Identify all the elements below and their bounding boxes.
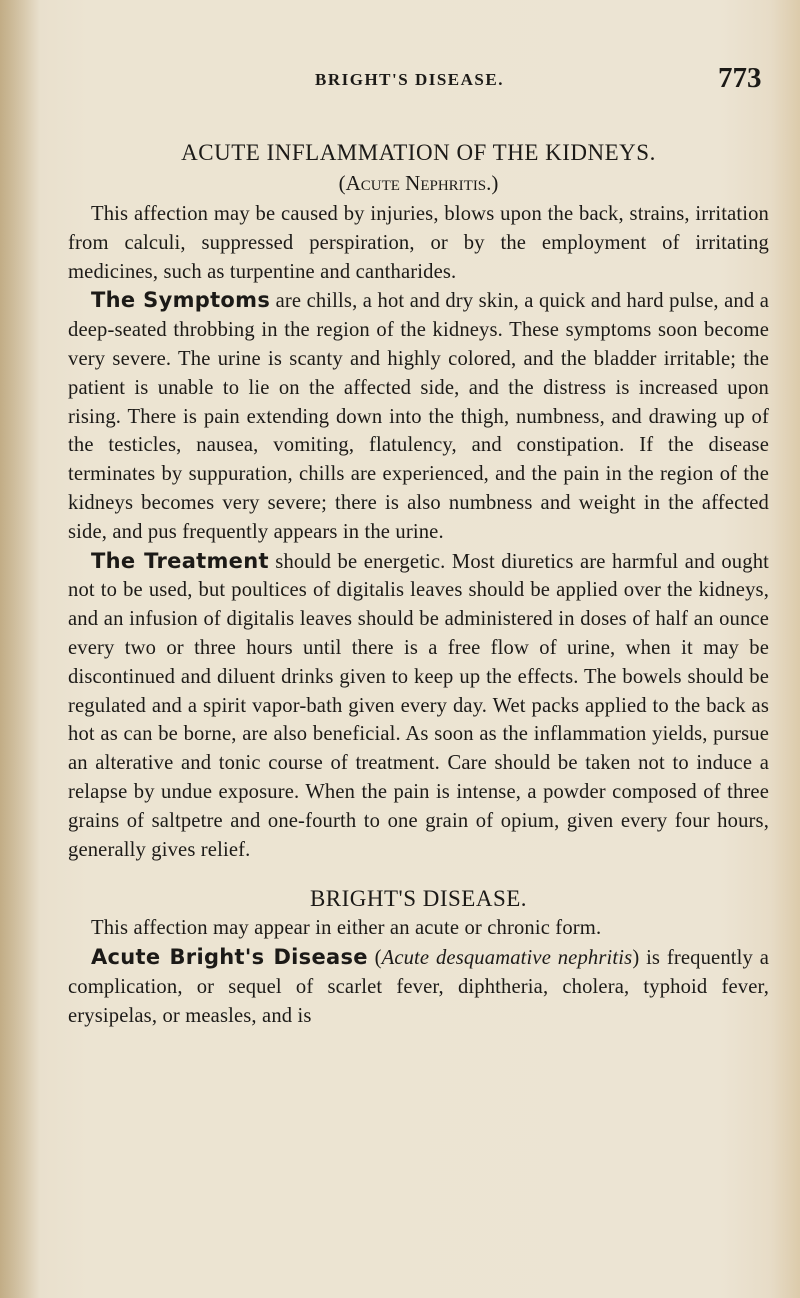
running-head [0, 62, 800, 110]
treatment-text: should be energetic. Most diuretics are harmful and ought not to be used, but poultices of digitalis leaves should be applied over the kidneys, and an infusion of digitalis leaves should be administered in doses of half an ounce every two or three hours until there is a free flow of urine, when it may be discontinued and diluent drinks given to keep up the effects. The bowels should be regulated and a spirit vapor-bath given every day. Wet packs applied to the back as hot as can be borne, are also beneficial. As soon as the inflammation yields, pursue an alterative and tonic course of treatment. Care should be taken not to induce a relapse by undue exposure. When the pain is intense, a powder composed of three grains of saltpetre and one-fourth to one grain of opium, given every four hours, generally gives relief. [68, 550, 770, 861]
symptoms-lead: The Symptoms [91, 288, 271, 313]
section-gap [68, 864, 769, 884]
paragraph-causes-text: This affection may be caused by injuries, blows upon the back, strains, irritation from calculi, suppressed perspiration, or by the employment of irritating medicines, such as turpentine and cantharides. [68, 203, 769, 283]
body-text [68, 138, 769, 1031]
acute-brights-text: is frequently a complication, or sequel of scarlet fever, diphtheria, cholera, typhoid fever, erysipelas, or measles, and is [68, 947, 769, 1027]
forms-text: This affection may appear in either an acute or chronic form. [91, 917, 602, 940]
section-subtitle-acute-nephritis: (Acute Nephritis.) [338, 171, 499, 195]
treatment-lead: The Treatment [91, 548, 269, 573]
paragraph-acute-brights: Acute Bright's Disease (Acute desquamative nephritis) is frequently a complication, or sequel of scarlet fever, diphtheria, cholera, typhoid fever, erysipelas, or measles, and is [68, 945, 769, 1027]
symptoms-text: are chills, a hot and dry skin, a quick and hard pulse, and a deep-seated throbbing in the region of the kidneys. These symptoms soon become very severe. The urine is scanty and highly colored, and the bladder irritable; the patient is unable to lie on the affected side, and the distress is increased upon rising. There is pain extending down into the thigh, numbness, and drawing up of the testicles, nausea, vomiting, flatulency, and constipation. If the disease terminates by suppuration, chills are experienced, and the pain in the region of the kidneys becomes very severe; there is also numbness and weight in the affected side, and pus frequently appears in the urine. [68, 290, 769, 543]
acute-brights-lead: Acute Bright's Disease [91, 945, 368, 970]
paragraph-forms [68, 914, 769, 943]
page-number: 773 [718, 62, 762, 94]
paragraph-symptoms [68, 286, 769, 546]
running-head-title: BRIGHT'S DISEASE. [315, 70, 504, 89]
paragraph-causes [68, 200, 769, 286]
section-title-brights-disease: BRIGHT'S DISEASE. [309, 886, 528, 912]
section-title-acute-inflammation: ACUTE INFLAMMATION OF THE KIDNEYS. [181, 140, 656, 165]
paragraph-treatment [68, 547, 769, 865]
acute-brights-synonym: Acute desquamative nephritis [381, 947, 633, 970]
